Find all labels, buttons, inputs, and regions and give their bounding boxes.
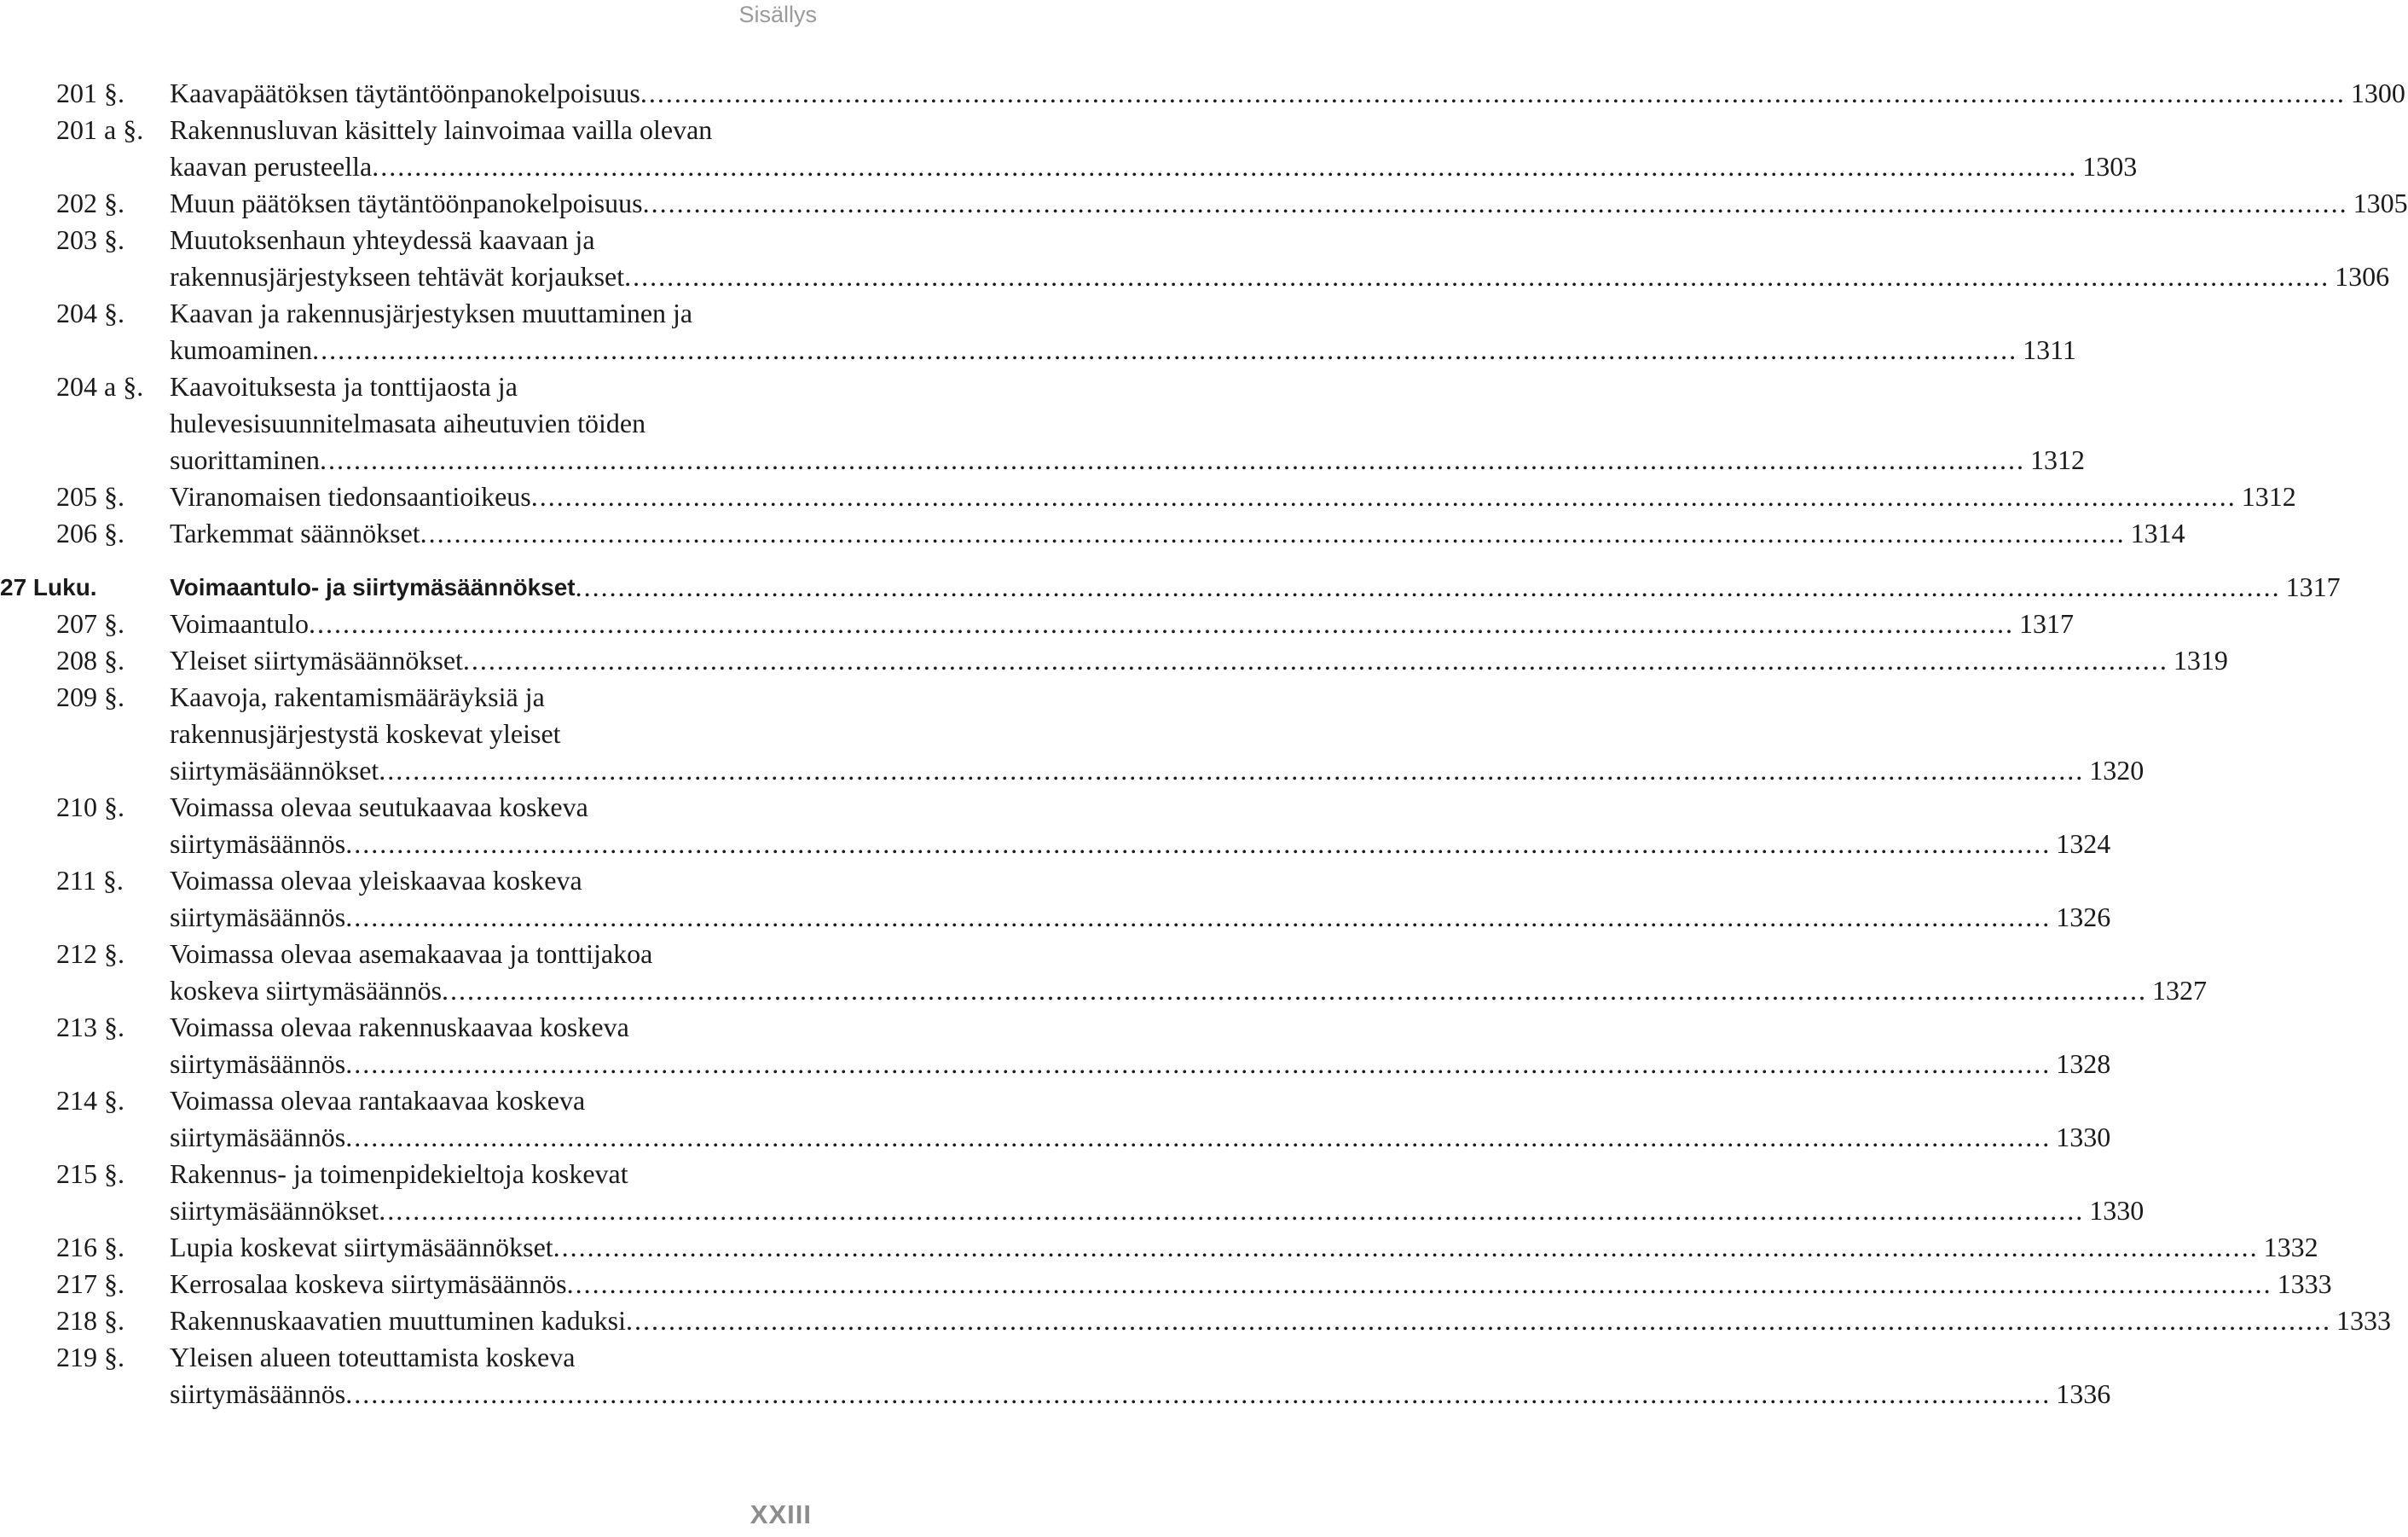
section-number: 203 §.	[56, 224, 124, 255]
dot-leader: ........................................................................................................................................................................................................	[345, 1378, 2052, 1409]
entry-page-number: 1311	[2023, 334, 2076, 365]
entry-final-line	[170, 826, 2111, 862]
dot-leader: ........................................................................................................................................................................................................	[624, 261, 2330, 292]
entry-title-line: Tarkemmat säännökset	[170, 518, 420, 548]
entry-title-line: rakennusjärjestystä koskevat yleiset	[170, 718, 561, 749]
entry-body	[170, 75, 2405, 112]
dot-leader: ........................................................................................................................................................................................................	[553, 1232, 2259, 1262]
entry-page-number: 1327	[2152, 975, 2208, 1006]
entry-final-line	[170, 752, 2145, 789]
entry-page-number: 1305	[2353, 188, 2408, 218]
entry-title-line: Rakennuskaavatien muuttuminen kaduksi	[170, 1305, 626, 1336]
entry-title-line: Kaavoja, rakentamismääräyksiä ja	[170, 682, 545, 712]
entry-body	[170, 862, 2111, 936]
entry-title-line: Voimassa olevaa asemakaavaa ja tonttijakoa	[170, 938, 653, 969]
entry-title-line: kumoaminen	[170, 334, 313, 365]
dot-leader: ........................................................................................................................................................................................................	[640, 78, 2346, 108]
entry-page-number: 1336	[2056, 1378, 2111, 1409]
section-number: 207 §.	[56, 608, 124, 639]
section-number: 201 §.	[56, 78, 124, 108]
dot-leader: ........................................................................................................................................................................................................	[420, 518, 2126, 548]
dot-leader: ........................................................................................................................................................................................................	[379, 1195, 2085, 1226]
entry-title-line: Kaavapäätöksen täytäntöönpanokelpoisuus	[170, 78, 640, 108]
chapter-heading	[0, 569, 2341, 606]
entry-title-line: Viranomaisen tiedonsaantioikeus	[170, 481, 531, 512]
toc-entry	[0, 1339, 2111, 1412]
entry-title-line: Rakennusluvan käsittely lainvoimaa vailla olevan	[170, 114, 713, 145]
entry-page-number: 1319	[2173, 645, 2228, 676]
entry-title-line: Yleisen alueen toteuttamista koskeva	[170, 1342, 576, 1372]
entry-final-line	[170, 1229, 2318, 1266]
entry-page-number: 1332	[2263, 1232, 2318, 1262]
entry-page-number: 1328	[2056, 1048, 2111, 1079]
section-number: 218 §.	[56, 1305, 124, 1336]
entry-title-line: Muun päätöksen täytäntöönpanokelpoisuus	[170, 188, 643, 218]
entry-final-line	[170, 1192, 2145, 1229]
toc-entry	[0, 75, 2405, 112]
entry-page-number: 1330	[2089, 1195, 2145, 1226]
entry-body	[170, 1229, 2318, 1266]
section-number: 201 a §.	[56, 114, 144, 145]
section-number: 202 §.	[56, 188, 124, 218]
entry-title-line: Voimassa olevaa yleiskaavaa koskeva	[170, 865, 582, 896]
entry-body	[170, 606, 2074, 642]
section-number: 211 §.	[56, 865, 124, 896]
toc-entry	[0, 1229, 2318, 1266]
entry-page-number: 1303	[2082, 151, 2138, 182]
entry-final-line	[170, 185, 2408, 222]
entry-final-line	[170, 1302, 2391, 1339]
section-number: 204 §.	[56, 298, 124, 328]
running-header: Sisällys	[738, 2, 817, 27]
section-number: 216 §.	[56, 1232, 124, 1262]
entry-final-line	[170, 1119, 2111, 1156]
toc-entry	[0, 515, 2185, 552]
entry-body	[170, 1156, 2145, 1229]
entry-page-number: 1306	[2335, 261, 2390, 292]
dot-leader: ........................................................................................................................................................................................................	[308, 608, 2014, 639]
entry-title-line: hulevesisuunnitelmasata aiheutuvien töiden	[170, 408, 646, 438]
entry-final-line	[170, 899, 2111, 936]
toc-entry	[0, 1302, 2391, 1339]
chapter-label: 27 Luku.	[0, 574, 97, 600]
toc-entry	[0, 642, 2228, 679]
entry-body	[170, 112, 2138, 185]
dot-leader: ........................................................................................................................................................................................................	[345, 902, 2052, 932]
entry-final-line	[170, 972, 2208, 1009]
entry-page-number: 1326	[2056, 902, 2111, 932]
entry-title-line: siirtymäsäännös	[170, 828, 346, 859]
entry-body	[170, 789, 2111, 862]
toc-entry	[0, 1082, 2111, 1156]
dot-leader: ........................................................................................................................................................................................................	[312, 334, 2018, 365]
entry-final-line	[170, 515, 2185, 552]
toc-entry	[0, 478, 2296, 515]
entry-page-number: 1333	[2336, 1305, 2391, 1336]
dot-leader: ........................................................................................................................................................................................................	[575, 571, 2281, 602]
entry-final-line	[170, 478, 2296, 515]
entry-body	[170, 1082, 2111, 1156]
entry-title-line: Kerrosalaa koskeva siirtymäsäännös	[170, 1268, 567, 1299]
entry-page-number: 1320	[2089, 755, 2145, 786]
entry-title-line: Kaavoituksesta ja tonttijaosta ja	[170, 371, 518, 402]
entry-title-line: siirtymäsäännös	[170, 1378, 346, 1409]
entry-body	[170, 936, 2208, 1009]
entry-title-line: siirtymäsäännös	[170, 902, 346, 932]
dot-leader: ........................................................................................................................................................................................................	[462, 645, 2168, 676]
toc-entry	[0, 1156, 2145, 1229]
dot-leader: ........................................................................................................................................................................................................	[345, 1048, 2052, 1079]
toc-entry	[0, 936, 2208, 1009]
toc-entry	[0, 368, 2085, 478]
entry-title-line: Rakennus- ja toimenpidekieltoja koskevat	[170, 1158, 628, 1189]
entry-page-number: 1300	[2350, 78, 2405, 108]
entry-final-line	[170, 1376, 2111, 1412]
toc-entry	[0, 112, 2138, 185]
entry-body	[170, 478, 2296, 515]
chapter-title: Voimaantulo- ja siirtymäsäännökset	[170, 574, 576, 600]
toc-entry	[0, 222, 2390, 295]
entry-final-line	[170, 442, 2085, 478]
entry-body	[170, 642, 2228, 679]
entry-body	[170, 222, 2390, 295]
chapter-page-number: 1317	[2285, 571, 2341, 602]
entry-body	[170, 679, 2145, 789]
entry-title-line: Voimassa olevaa rantakaavaa koskeva	[170, 1085, 586, 1116]
dot-leader: ........................................................................................................................................................................................................	[345, 828, 2052, 859]
entry-title-line: Muutoksenhaun yhteydessä kaavaan ja	[170, 224, 595, 255]
section-number: 210 §.	[56, 792, 124, 822]
dot-leader: ........................................................................................................................................................................................................	[626, 1305, 2331, 1336]
toc-entry	[0, 185, 2408, 222]
entry-title-line: siirtymäsäännökset	[170, 755, 379, 786]
section-number: 214 §.	[56, 1085, 124, 1116]
entry-body	[170, 1009, 2111, 1082]
entry-page-number: 1317	[2018, 608, 2074, 639]
entry-body	[170, 368, 2085, 478]
entry-page-number: 1330	[2056, 1122, 2111, 1152]
section-number: 215 §.	[56, 1158, 124, 1189]
entry-title-line: koskeva siirtymäsäännös	[170, 975, 443, 1006]
entry-title-line: suorittaminen	[170, 444, 320, 475]
entry-final-line	[170, 75, 2405, 112]
entry-page-number: 1312	[2241, 481, 2296, 512]
entry-title-line: Kaavan ja rakennusjärjestyksen muuttaminen ja	[170, 298, 693, 328]
toc-section-b	[0, 606, 2391, 1412]
toc-entry	[0, 789, 2111, 862]
toc-entry	[0, 606, 2074, 642]
entry-title-line: siirtymäsäännös	[170, 1122, 346, 1152]
dot-leader: ........................................................................................................................................................................................................	[442, 975, 2148, 1006]
entry-page-number: 1324	[2056, 828, 2111, 859]
section-number: 204 a §.	[56, 371, 144, 402]
entry-final-line	[170, 258, 2390, 295]
toc-entry	[0, 679, 2145, 789]
entry-title-line: Yleiset siirtymäsäännökset	[170, 645, 463, 676]
dot-leader: ........................................................................................................................................................................................................	[319, 444, 2025, 475]
section-number: 212 §.	[56, 938, 124, 969]
entry-body	[170, 1266, 2332, 1302]
section-number: 208 §.	[56, 645, 124, 676]
entry-final-line	[170, 1266, 2332, 1302]
section-number: 209 §.	[56, 682, 124, 712]
dot-leader: ........................................................................................................................................................................................................	[345, 1122, 2052, 1152]
entry-final-line	[170, 642, 2228, 679]
entry-final-line	[170, 148, 2138, 185]
entry-body	[170, 1339, 2111, 1412]
entry-title-line: siirtymäsäännös	[170, 1048, 346, 1079]
entry-page-number: 1312	[2029, 444, 2085, 475]
entry-final-line	[170, 1046, 2111, 1082]
section-number: 217 §.	[56, 1268, 124, 1299]
dot-leader: ........................................................................................................................................................................................................	[566, 1268, 2272, 1299]
entry-page-number: 1314	[2130, 518, 2185, 548]
entry-title-line: Voimassa olevaa rakennuskaavaa koskeva	[170, 1012, 629, 1042]
toc-entry	[0, 295, 2076, 368]
toc-entry	[0, 862, 2111, 936]
section-number: 206 §.	[56, 518, 124, 548]
entry-body	[170, 1302, 2391, 1339]
page-number: XXIII	[750, 1499, 812, 1529]
dot-leader: ........................................................................................................................................................................................................	[642, 188, 2348, 218]
entry-body	[170, 515, 2185, 552]
table-of-contents	[0, 75, 2408, 1412]
toc-section-a	[0, 75, 2408, 552]
entry-body	[170, 295, 2076, 368]
entry-page-number: 1333	[2277, 1268, 2332, 1299]
toc-entry	[0, 1266, 2332, 1302]
section-number: 213 §.	[56, 1012, 124, 1042]
dot-leader: ........................................................................................................................................................................................................	[379, 755, 2085, 786]
entry-title-line: Voimaantulo	[170, 608, 309, 639]
entry-title-line: rakennusjärjestykseen tehtävät korjaukset	[170, 261, 625, 292]
dot-leader: ........................................................................................................................................................................................................	[372, 151, 2078, 182]
section-number: 219 §.	[56, 1342, 124, 1372]
dot-leader: ........................................................................................................................................................................................................	[530, 481, 2237, 512]
entry-title-line: Voimassa olevaa seutukaavaa koskeva	[170, 792, 588, 822]
entry-final-line	[170, 332, 2076, 368]
section-number: 205 §.	[56, 481, 124, 512]
entry-title-line: siirtymäsäännökset	[170, 1195, 379, 1226]
entry-title-line: kaavan perusteella	[170, 151, 373, 182]
entry-final-line	[170, 606, 2074, 642]
toc-entry	[0, 1009, 2111, 1082]
entry-title-line: Lupia koskevat siirtymäsäännökset	[170, 1232, 553, 1262]
entry-body	[170, 185, 2408, 222]
